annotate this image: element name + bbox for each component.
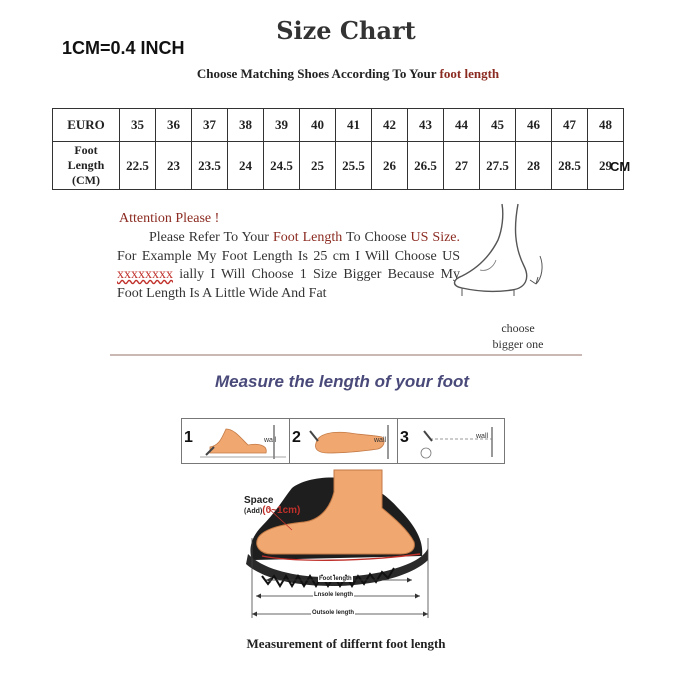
foot-length-dim-label: Foot length	[319, 576, 352, 582]
attention-text: To Choose	[342, 230, 411, 245]
foot-length-header-line: Foot	[74, 143, 98, 157]
wall-label: wall	[374, 437, 387, 444]
choose-bigger-line: bigger one	[492, 337, 544, 351]
step-number: 2	[292, 429, 301, 446]
insole-length-dim-label: Lnsole length	[314, 592, 353, 598]
foot-length-cell: 27	[444, 142, 480, 190]
attention-text: For Example My Foot Length Is 25 cm I Will Choose US	[117, 248, 460, 264]
euro-size-cell: 40	[300, 109, 336, 142]
section-divider	[110, 354, 582, 356]
cm-unit-label: CM	[610, 159, 631, 174]
euro-size-cell: 35	[120, 109, 156, 142]
euro-size-cell: 47	[552, 109, 588, 142]
euro-size-cell: 37	[192, 109, 228, 142]
euro-size-cell: 48	[588, 109, 624, 142]
euro-row	[53, 109, 624, 142]
euro-header: EURO	[53, 109, 120, 142]
measure-title: Measure the length of your foot	[214, 372, 470, 391]
foot-length-header-line: (CM)	[72, 173, 100, 187]
euro-size-cell: 46	[516, 109, 552, 142]
foot-length-row	[53, 142, 624, 190]
step-number: 3	[400, 429, 409, 446]
space-add: (Add)	[244, 508, 263, 515]
measurement-caption: Measurement of differnt foot length	[246, 636, 446, 651]
euro-size-cell: 36	[156, 109, 192, 142]
choose-bigger-note	[482, 320, 554, 352]
space-range: (0~1cm)	[262, 505, 301, 516]
subtitle-highlight: foot length	[439, 66, 500, 81]
foot-length-cell: 22.5	[120, 142, 156, 190]
choose-bigger-line: choose	[501, 321, 535, 335]
attention-highlight: US Size.	[410, 230, 461, 245]
foot-length-cell: 26.5	[408, 142, 444, 190]
euro-size-cell: 39	[264, 109, 300, 142]
attention-body	[117, 229, 460, 303]
subtitle-text: Choose Matching Shoes According To Your	[196, 66, 440, 81]
attention-masked-text: xxxxxxxx	[117, 267, 173, 282]
foot-length-cell: 25	[300, 142, 336, 190]
measure-step-1	[181, 418, 291, 464]
euro-size-cell: 41	[336, 109, 372, 142]
foot-length-header	[53, 142, 120, 190]
foot-length-cell: 23	[156, 142, 192, 190]
foot-length-cell: 24	[228, 142, 264, 190]
unit-conversion-note: 1CM=0.4 INCH	[62, 38, 185, 58]
foot-length-header-line: Length	[67, 158, 105, 172]
foot-length-cell: 25.5	[336, 142, 372, 190]
foot-length-cell: 28.5	[552, 142, 588, 190]
foot-length-cell: 29	[588, 142, 624, 190]
space-label	[244, 496, 300, 517]
foot-length-cell: 28	[516, 142, 552, 190]
foot-length-cell: 26	[372, 142, 408, 190]
attention-text: ially I Will Choose 1 Size Bigger Because My Foot Length Is A Little Wide And Fat	[117, 267, 460, 301]
space-title: Space	[244, 495, 274, 506]
size-table	[52, 108, 624, 190]
euro-size-cell: 42	[372, 109, 408, 142]
foot-length-cell: 24.5	[264, 142, 300, 190]
foot-length-cell: 27.5	[480, 142, 516, 190]
foot-in-shoe-diagram	[232, 468, 442, 628]
page-title: Size Chart	[276, 16, 416, 45]
euro-size-cell: 45	[480, 109, 516, 142]
page-subtitle	[0, 66, 680, 82]
measure-line-icon	[412, 423, 504, 461]
euro-size-cell: 44	[444, 109, 480, 142]
euro-size-cell: 38	[228, 109, 264, 142]
attention-title: Attention Please !	[119, 211, 220, 226]
outsole-length-dim-label: Outsole length	[312, 610, 354, 616]
measure-step-3	[397, 418, 505, 464]
foot-sketch-icon	[440, 196, 560, 321]
measure-step-2	[289, 418, 399, 464]
attention-highlight: Foot Length	[272, 230, 343, 245]
wall-label: wall	[476, 433, 489, 440]
wall-label: wall	[264, 437, 277, 444]
foot-length-cell: 23.5	[192, 142, 228, 190]
euro-size-cell: 43	[408, 109, 444, 142]
attention-text: Please Refer To Your	[149, 230, 273, 245]
step-number: 1	[184, 429, 193, 446]
